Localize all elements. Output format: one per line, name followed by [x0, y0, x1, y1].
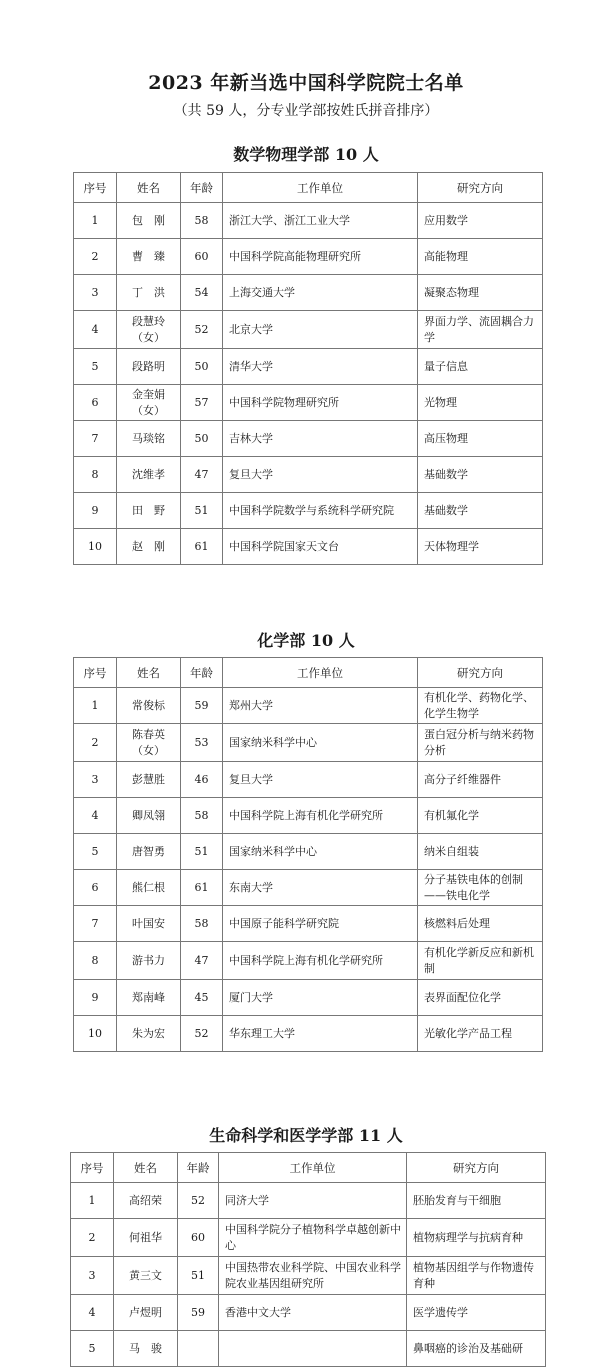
table-row: [74, 1016, 543, 1052]
table-header-row: [74, 173, 543, 203]
table-row: [74, 421, 543, 457]
cell-unit: 北京大学: [223, 311, 418, 349]
cell-unit: 同济大学: [219, 1183, 407, 1219]
cell-name: 马 骏: [114, 1331, 178, 1367]
cell-age: 59: [178, 1295, 219, 1331]
cell-no: 4: [71, 1295, 114, 1331]
cell-no: 1: [71, 1183, 114, 1219]
table-row: [74, 349, 543, 385]
cell-field: 核燃料后处理: [418, 906, 543, 942]
cell-field: 蛋白冠分析与纳米药物分析: [418, 724, 543, 762]
cell-unit: 厦门大学: [223, 980, 418, 1016]
table-row: [74, 724, 543, 762]
cell-age: 57: [181, 385, 223, 421]
cell-no: 3: [74, 762, 117, 798]
table-row: [74, 311, 543, 349]
header-no: 序号: [74, 658, 117, 688]
header-unit: 工作单位: [223, 173, 418, 203]
cell-field: 鼻咽癌的诊治及基础研: [407, 1331, 546, 1367]
table-row: [71, 1219, 546, 1257]
member-gender-note: （女）: [132, 330, 165, 344]
table-row: [71, 1257, 546, 1295]
cell-age: 52: [178, 1183, 219, 1219]
cell-name: 田 野: [117, 493, 181, 529]
cell-unit: 复旦大学: [223, 762, 418, 798]
cell-unit: [219, 1331, 407, 1367]
cell-field: 高分子纤维器件: [418, 762, 543, 798]
cell-no: 7: [74, 906, 117, 942]
cell-name: 黄三文: [114, 1257, 178, 1295]
cell-age: 59: [181, 688, 223, 724]
cell-age: 52: [181, 1016, 223, 1052]
section-title-math-physics: 数学物理学部 10 人: [233, 145, 379, 164]
cell-no: 4: [74, 798, 117, 834]
table-row: [74, 203, 543, 239]
cell-field: 量子信息: [418, 349, 543, 385]
cell-no: 2: [74, 724, 117, 762]
cell-name: 叶国安: [117, 906, 181, 942]
cell-no: 9: [74, 493, 117, 529]
table-row: [74, 870, 543, 906]
header-field: 研究方向: [407, 1153, 546, 1183]
cell-name: 马琰铭: [117, 421, 181, 457]
cell-age: 51: [181, 493, 223, 529]
cell-age: 58: [181, 798, 223, 834]
cell-field: 医学遗传学: [407, 1295, 546, 1331]
table-row: [74, 275, 543, 311]
member-name: 金奎娟: [132, 387, 165, 401]
page-subtitle: （共 59 人，分专业学部按姓氏拼音排序）: [173, 103, 439, 119]
cell-name: [117, 724, 181, 762]
cell-field: 植物基因组学与作物遗传育种: [407, 1257, 546, 1295]
cell-unit: 中国科学院国家天文台: [223, 529, 418, 565]
cell-name: 卢煜明: [114, 1295, 178, 1331]
cell-unit: 国家纳米科学中心: [223, 834, 418, 870]
cell-no: 2: [74, 239, 117, 275]
cell-field: 分子基铁电体的创制——铁电化学: [418, 870, 543, 906]
table-row: [74, 834, 543, 870]
cell-name: 赵 刚: [117, 529, 181, 565]
cell-unit: 复旦大学: [223, 457, 418, 493]
table-row: [74, 906, 543, 942]
table-row: [74, 942, 543, 980]
cell-field: 有机化学新反应和新机制: [418, 942, 543, 980]
cell-unit: 吉林大学: [223, 421, 418, 457]
cell-name: 朱为宏: [117, 1016, 181, 1052]
cell-no: 6: [74, 385, 117, 421]
cell-field: 凝聚态物理: [418, 275, 543, 311]
member-name: 段慧玲: [132, 314, 165, 328]
cell-age: 58: [181, 906, 223, 942]
cell-field: 胚胎发育与干细胞: [407, 1183, 546, 1219]
member-gender-note: （女）: [132, 403, 165, 417]
header-no: 序号: [71, 1153, 114, 1183]
cell-age: 60: [181, 239, 223, 275]
cell-age: 54: [181, 275, 223, 311]
cell-no: 5: [74, 834, 117, 870]
members-table-math-physics: [73, 172, 543, 565]
cell-no: 10: [74, 1016, 117, 1052]
cell-age: 45: [181, 980, 223, 1016]
header-age: 年龄: [181, 658, 223, 688]
cell-name: 曹 臻: [117, 239, 181, 275]
cell-unit: 浙江大学、浙江工业大学: [223, 203, 418, 239]
members-table-life-medicine: [70, 1152, 546, 1367]
cell-unit: 中国原子能科学研究院: [223, 906, 418, 942]
table-row: [74, 980, 543, 1016]
cell-field: 光物理: [418, 385, 543, 421]
members-table-chemistry: [73, 657, 543, 1052]
cell-age: 53: [181, 724, 223, 762]
cell-age: 50: [181, 421, 223, 457]
cell-name: 唐智勇: [117, 834, 181, 870]
cell-age: 50: [181, 349, 223, 385]
cell-unit: 国家纳米科学中心: [223, 724, 418, 762]
cell-name: 常俊标: [117, 688, 181, 724]
cell-name: 丁 洪: [117, 275, 181, 311]
cell-no: 7: [74, 421, 117, 457]
table-row: [74, 688, 543, 724]
header-name: 姓名: [114, 1153, 178, 1183]
cell-field: 有机化学、药物化学、化学生物学: [418, 688, 543, 724]
header-field: 研究方向: [418, 658, 543, 688]
cell-field: 高压物理: [418, 421, 543, 457]
cell-field: 表界面配位化学: [418, 980, 543, 1016]
cell-age: 61: [181, 870, 223, 906]
cell-unit: 东南大学: [223, 870, 418, 906]
cell-unit: 中国热带农业科学院、中国农业科学院农业基因组研究所: [219, 1257, 407, 1295]
cell-name: 何祖华: [114, 1219, 178, 1257]
cell-name: 沈维孝: [117, 457, 181, 493]
table-header-row: [71, 1153, 546, 1183]
table-row: [74, 529, 543, 565]
header-age: 年龄: [178, 1153, 219, 1183]
cell-name: 段路明: [117, 349, 181, 385]
cell-no: 3: [71, 1257, 114, 1295]
cell-age: 61: [181, 529, 223, 565]
cell-field: 天体物理学: [418, 529, 543, 565]
cell-unit: 中国科学院上海有机化学研究所: [223, 798, 418, 834]
cell-name: [117, 311, 181, 349]
cell-field: 光敏化学产品工程: [418, 1016, 543, 1052]
cell-unit: 中国科学院分子植物科学卓越创新中心: [219, 1219, 407, 1257]
cell-no: 6: [74, 870, 117, 906]
header-unit: 工作单位: [219, 1153, 407, 1183]
cell-age: 51: [181, 834, 223, 870]
cell-name: [117, 385, 181, 421]
cell-no: 1: [74, 688, 117, 724]
cell-field: 基础数学: [418, 457, 543, 493]
cell-no: 4: [74, 311, 117, 349]
cell-unit: 中国科学院上海有机化学研究所: [223, 942, 418, 980]
cell-name: 包 刚: [117, 203, 181, 239]
table-row: [74, 385, 543, 421]
table-row: [74, 762, 543, 798]
cell-no: 3: [74, 275, 117, 311]
cell-age: 47: [181, 457, 223, 493]
cell-age: 52: [181, 311, 223, 349]
table-row: [74, 457, 543, 493]
cell-no: 9: [74, 980, 117, 1016]
header-name: 姓名: [117, 658, 181, 688]
cell-unit: 香港中文大学: [219, 1295, 407, 1331]
cell-no: 1: [74, 203, 117, 239]
cell-field: 基础数学: [418, 493, 543, 529]
cell-unit: 中国科学院物理研究所: [223, 385, 418, 421]
header-age: 年龄: [181, 173, 223, 203]
cell-field: 高能物理: [418, 239, 543, 275]
cell-name: 彭慧胜: [117, 762, 181, 798]
cell-field: 纳米自组装: [418, 834, 543, 870]
header-name: 姓名: [117, 173, 181, 203]
section-title-life-medicine: 生命科学和医学学部 11 人: [209, 1126, 403, 1145]
cell-age: 51: [178, 1257, 219, 1295]
table-row: [71, 1295, 546, 1331]
table-header-row: [74, 658, 543, 688]
member-name: 陈春英: [132, 727, 165, 741]
member-gender-note: （女）: [132, 743, 165, 757]
cell-no: 5: [74, 349, 117, 385]
table-row: [71, 1331, 546, 1367]
table-row: [74, 798, 543, 834]
section-title-chemistry: 化学部 10 人: [257, 631, 355, 650]
cell-field: 植物病理学与抗病育种: [407, 1219, 546, 1257]
cell-unit: 上海交通大学: [223, 275, 418, 311]
page-title: 2023 年新当选中国科学院院士名单: [148, 72, 464, 94]
cell-unit: 清华大学: [223, 349, 418, 385]
cell-age: 58: [181, 203, 223, 239]
cell-no: 2: [71, 1219, 114, 1257]
cell-field: 界面力学、流固耦合力学: [418, 311, 543, 349]
cell-name: 游书力: [117, 942, 181, 980]
cell-age: 47: [181, 942, 223, 980]
cell-no: 5: [71, 1331, 114, 1367]
cell-unit: 郑州大学: [223, 688, 418, 724]
header-field: 研究方向: [418, 173, 543, 203]
table-row: [74, 239, 543, 275]
cell-no: 8: [74, 942, 117, 980]
table-row: [74, 493, 543, 529]
cell-unit: 中国科学院高能物理研究所: [223, 239, 418, 275]
cell-field: 有机氟化学: [418, 798, 543, 834]
cell-name: 卿凤翎: [117, 798, 181, 834]
cell-name: 郑南峰: [117, 980, 181, 1016]
cell-name: 高绍荣: [114, 1183, 178, 1219]
table-row: [71, 1183, 546, 1219]
cell-no: 8: [74, 457, 117, 493]
cell-age: 60: [178, 1219, 219, 1257]
cell-unit: 中国科学院数学与系统科学研究院: [223, 493, 418, 529]
cell-no: 10: [74, 529, 117, 565]
header-no: 序号: [74, 173, 117, 203]
cell-age: [178, 1331, 219, 1367]
cell-name: 熊仁根: [117, 870, 181, 906]
cell-age: 46: [181, 762, 223, 798]
header-unit: 工作单位: [223, 658, 418, 688]
cell-field: 应用数学: [418, 203, 543, 239]
cell-unit: 华东理工大学: [223, 1016, 418, 1052]
